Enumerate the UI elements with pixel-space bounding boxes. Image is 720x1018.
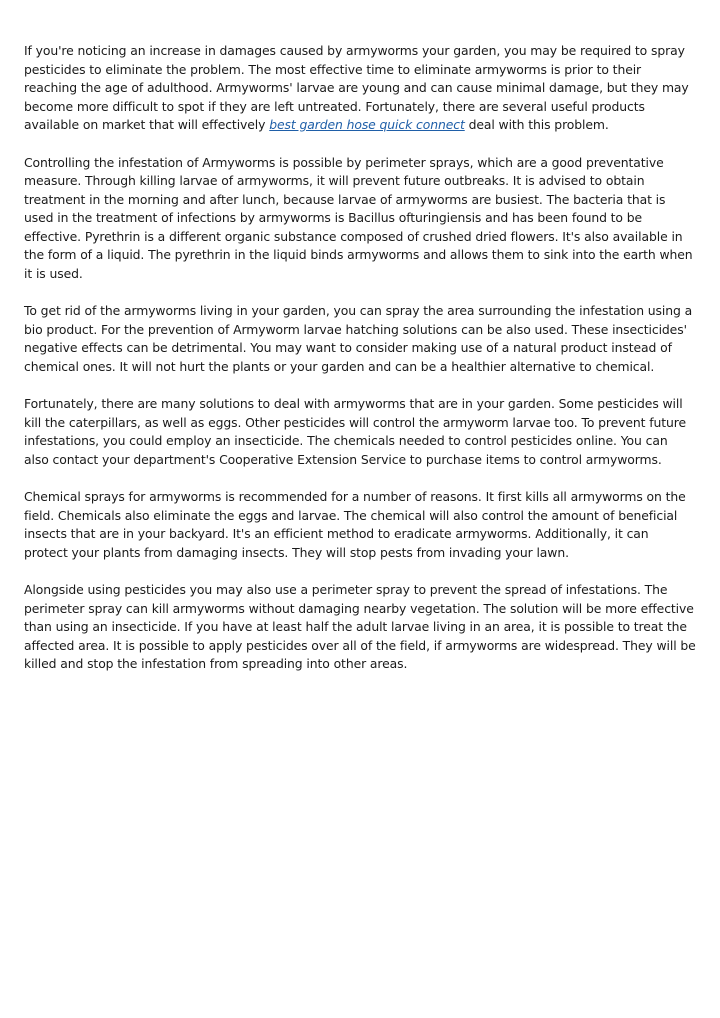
paragraph-1-text-before-link: If you're noticing an increase in damages caused by armyworms your garden, you may be required to spray pesticides to eliminate the problem. The most effective time to eliminate armyworms is prior to their reaching the age of adulthood. Armyworms' larvae are young and can cause minimal damage, but they may become more difficult to spot if they are left untreated. Fortunately, there are several useful products available on market that will effectively xyxy=(24,43,689,132)
paragraph-3: To get rid of the armyworms living in your garden, you can spray the area surrounding the infestation using a bio product. For the prevention of Armyworm larvae hatching solutions can be also used. These insecticides' negative effects can be detrimental. You may want to consider making use of a natural product instead of chemical ones. It will not hurt the plants or your garden and can be a healthier alternative to chemical. xyxy=(24,303,693,374)
paragraph-5: Chemical sprays for armyworms is recommended for a number of reasons. It first kills all armyworms on the field. Chemicals also eliminate the eggs and larvae. The chemical will also control the amount of beneficial insects that are in your backyard. It's an efficient method to eradicate armyworms. Additionally, it can protect your plants from damaging insects. They will stop pests from invading your lawn. xyxy=(24,489,686,560)
paragraph-4: Fortunately, there are many solutions to deal with armyworms that are in your garden. Some pesticides will kill the caterpillars, as well as eggs. Other pesticides will control the armyworm larvae too. To prevent future infestations, you could employ an insecticide. The chemicals needed to control pesticides online. You can also contact your department's Cooperative Extension Service to purchase items to control armyworms. xyxy=(24,396,687,467)
garden-hose-link[interactable]: best garden hose quick connect xyxy=(269,117,465,132)
paragraph-1-text-after-link: deal with this problem. xyxy=(464,117,609,132)
paragraph-2: Controlling the infestation of Armyworms is possible by perimeter sprays, which are a good preventative measure. Through killing larvae of armyworms, it will prevent future outbreaks. It is advised to obtain treatment in the morning and after lunch, because larvae of armyworms are busiest. The bacteria that is used in the treatment of infections by armyworms is Bacillus ofturingiensis and has been found to be effective. Pyrethrin is a different organic substance composed of crushed dried flowers. It's also available in the form of a liquid. The pyrethrin in the liquid binds armyworms and allows them to sink into the earth when it is used. xyxy=(24,154,693,281)
article-body xyxy=(24,42,696,693)
paragraph-1 xyxy=(24,42,696,135)
paragraph-6: Alongside using pesticides you may also use a perimeter spray to prevent the spread of infestations. The perimeter spray can kill armyworms without damaging nearby vegetation. The solution will be more effective than using an insecticide. If you have at least half the adult larvae living in an area, it is possible to treat the affected area. It is possible to apply pesticides over all of the field, if armyworms are widespread. They will be killed and stop the infestation from spreading into other areas. xyxy=(24,582,696,671)
